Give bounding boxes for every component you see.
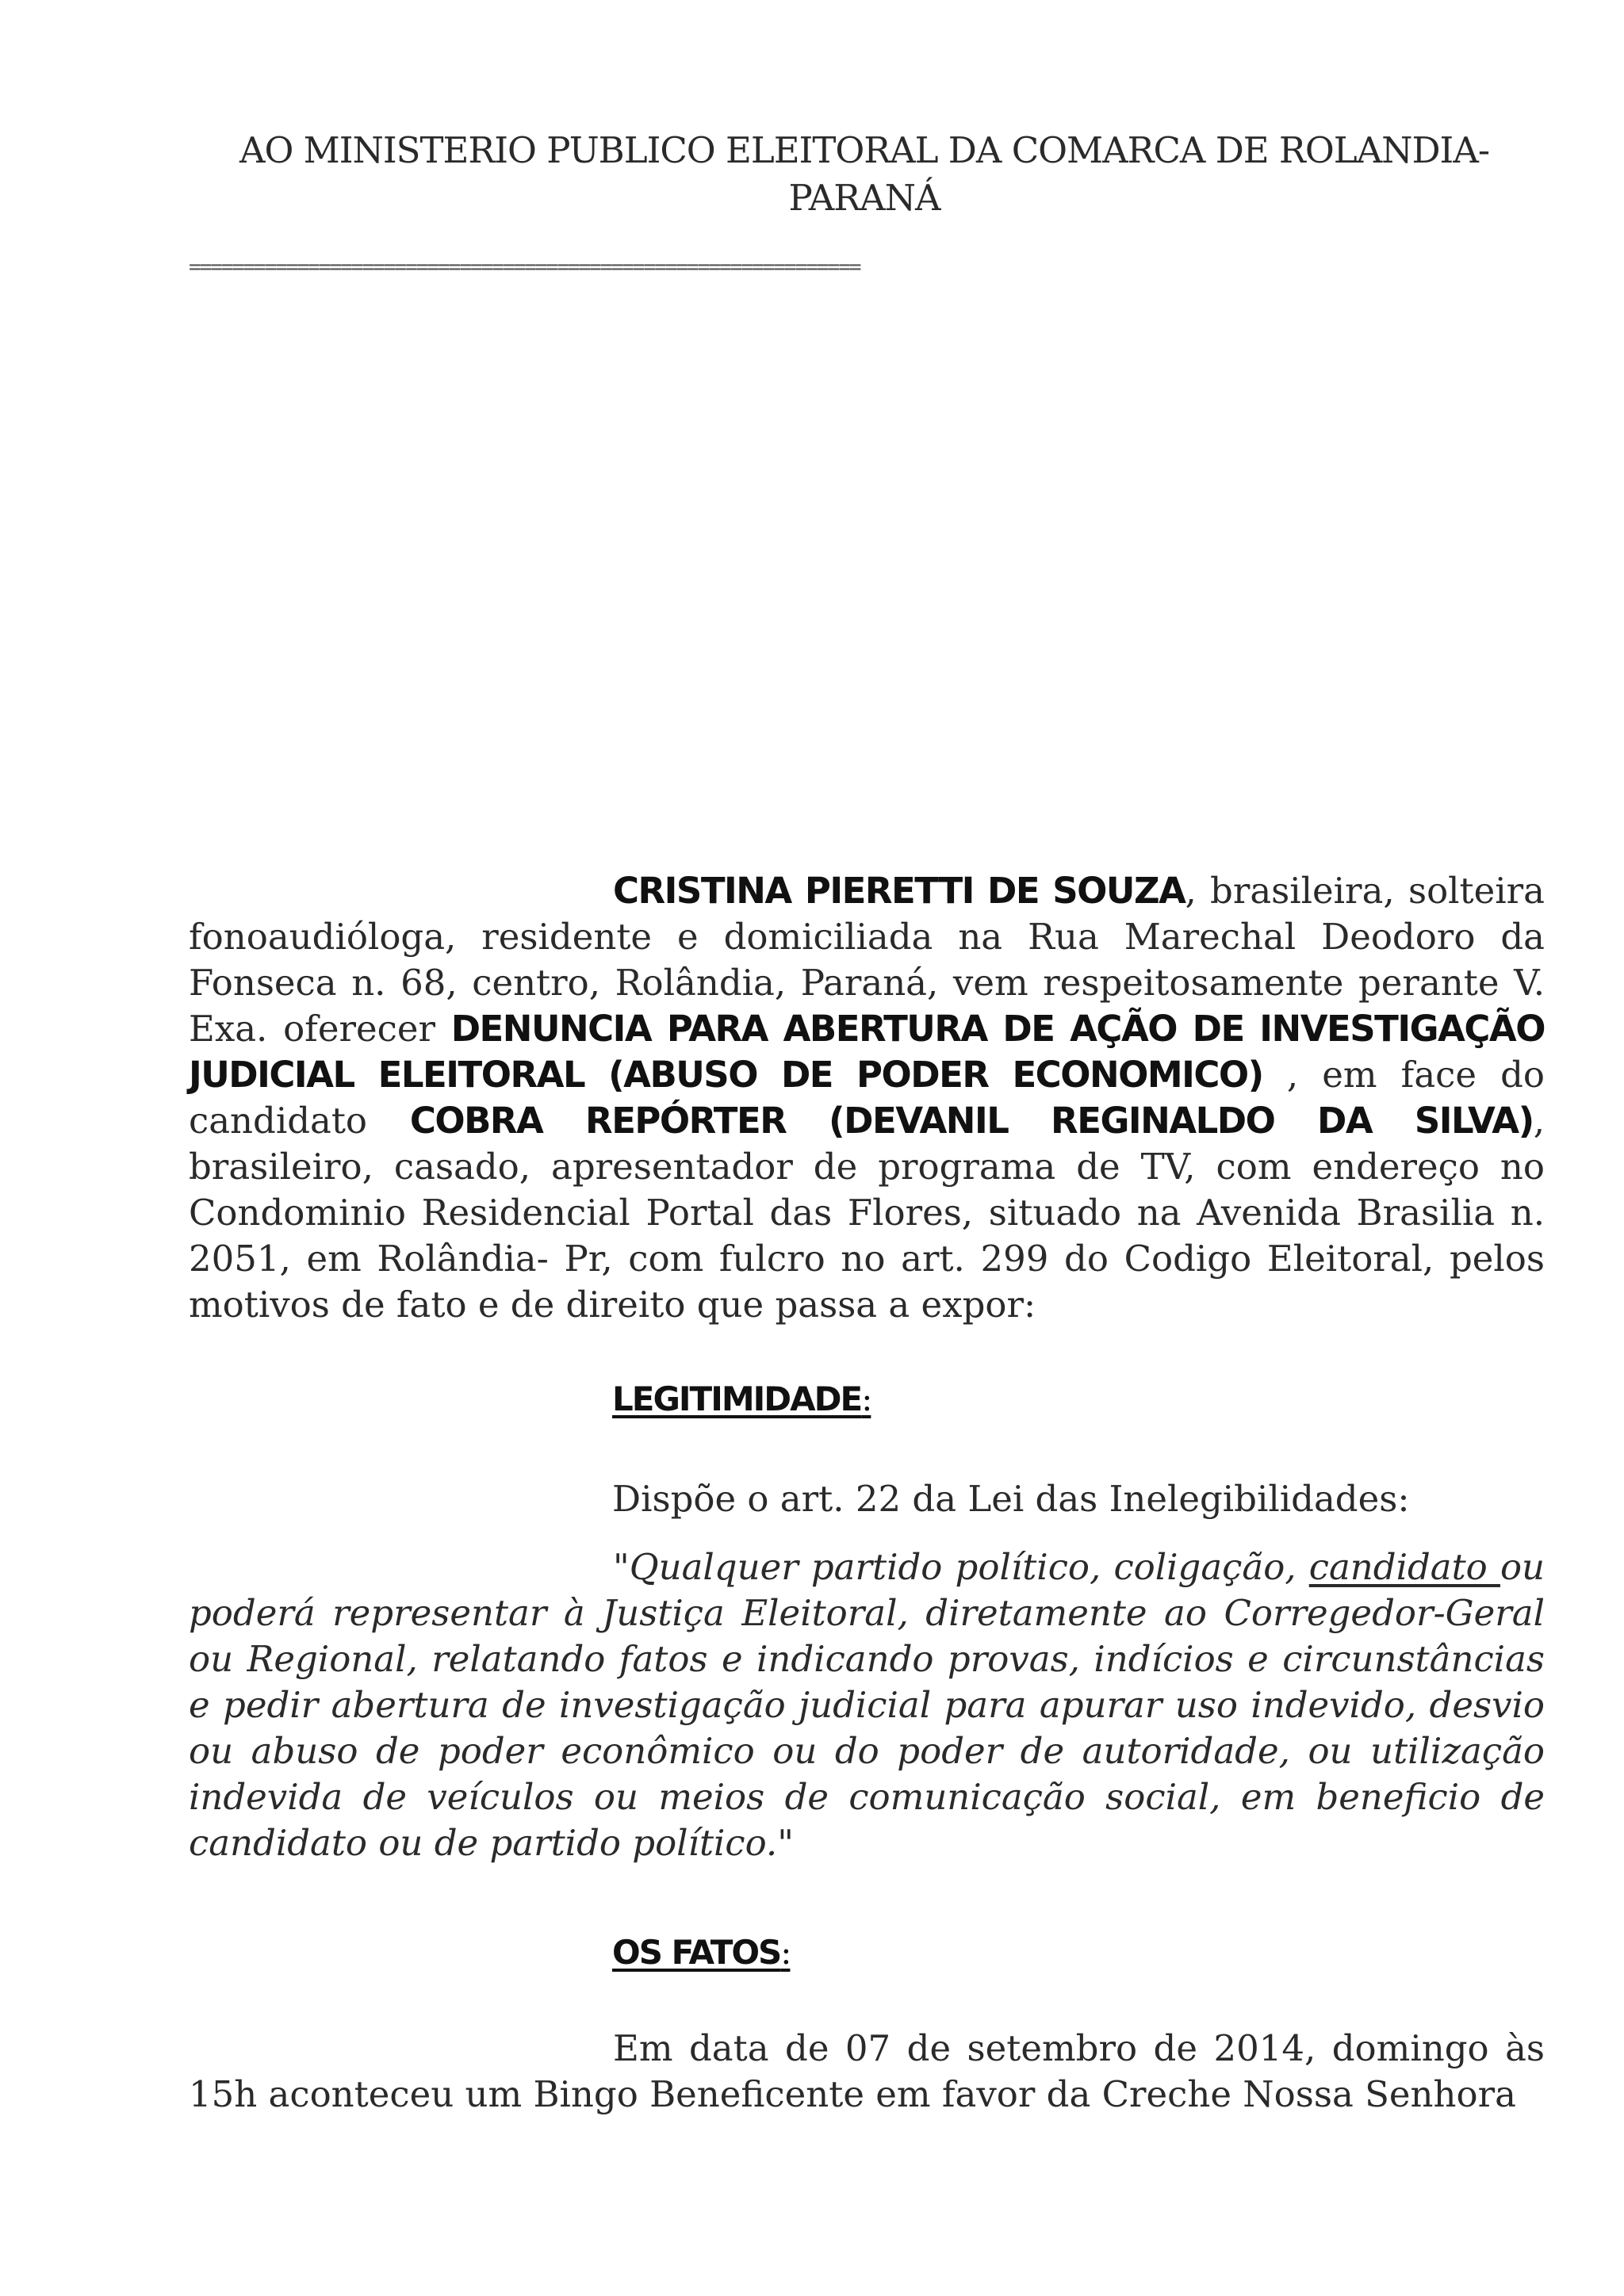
intro-text-1: , brasileira, solteira fonoaudióloga, residente e domiciliada na Rua Marechal Deodoro da Fonseca n. 68, centro, Rolândia, Paraná, vem respeitosamente perante V. Exa. oferecer <box>189 870 1545 1050</box>
intro-text-3: , brasileiro, casado, apresentador de programa de TV, com endereço no Condominio Residencial Portal das Flores, situado na Avenida Brasilia n. 2051, em Rolândia- Pr, com fulcro no art. 299 do Codigo Eleitoral, pelos motivos de fato e de direito que passa a expor: <box>189 1100 1545 1326</box>
legitimidade-heading-colon: : <box>861 1380 871 1418</box>
intro-paragraph <box>189 868 1545 1328</box>
header-line-2: PARANÁ <box>788 177 940 219</box>
separator-rule: ============================================================== <box>189 255 860 279</box>
legitimidade-heading-text: LEGITIMIDADE <box>612 1380 862 1418</box>
quote-text-pre: "Qualquer partido político, coligação, <box>613 1546 1309 1588</box>
plaintiff-name: CRISTINA PIERETTI DE SOUZA <box>613 870 1185 912</box>
fatos-heading-text: OS FATOS <box>612 1933 781 1972</box>
fatos-heading-colon: : <box>780 1933 791 1972</box>
section-heading-fatos <box>612 1933 790 1972</box>
quote-text-underlined: candidato <box>1308 1546 1500 1588</box>
legitimidade-intro: Dispõe o art. 22 da Lei das Inelegibilidades: <box>612 1478 1410 1520</box>
intro-text-2: , em face do candidato <box>189 1054 1545 1142</box>
section-heading-legitimidade <box>612 1380 871 1418</box>
header-line-1: AO MINISTERIO PUBLICO ELEITORAL DA COMARCA DE ROLANDIA- <box>239 129 1490 171</box>
legal-quote <box>189 1544 1545 1866</box>
quote-text-post: ou poderá representar à Justiça Eleitoral, diretamente ao Corregedor-Geral ou Regional, relatando fatos e indicando provas, indícios e circunstâncias e pedir abertura de investigação judicial para apurar uso indevido, desvio ou abuso de poder econômico ou do poder de autoridade, ou utilização indevida de veículos ou meios de comunicação social, em beneficio de candidato ou de partido político." <box>189 1546 1545 1864</box>
action-title: DENUNCIA PARA ABERTURA DE AÇÃO DE INVESTIGAÇÃO JUDICIAL ELEITORAL (ABUSO DE PODER ECONOMICO) <box>189 1008 1545 1096</box>
candidate-name: COBRA REPÓRTER (DEVANIL REGINALDO DA SILVA) <box>409 1100 1534 1142</box>
document-header <box>238 127 1491 222</box>
fatos-paragraph: Em data de 07 de setembro de 2014, domingo às 15h aconteceu um Bingo Beneficente em favor da Creche Nossa Senhora <box>189 2027 1545 2115</box>
